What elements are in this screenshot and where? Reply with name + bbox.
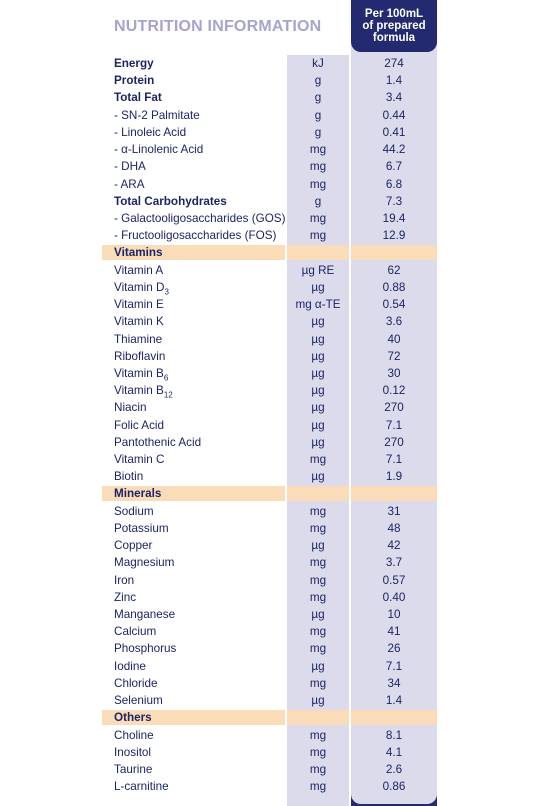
nutrient-unit: mg xyxy=(309,728,327,742)
nutrient-name xyxy=(114,503,154,520)
nutrient-name-text: Iron xyxy=(114,573,135,587)
table-row xyxy=(0,72,540,89)
nutrient-unit: µg xyxy=(311,384,325,398)
table-row xyxy=(0,503,540,520)
nutrient-name xyxy=(114,124,186,141)
nutrient-value: 7.3 xyxy=(385,194,403,208)
nutrient-name-text: - Linoleic Acid xyxy=(114,125,187,139)
table-row xyxy=(0,520,540,537)
section-divider xyxy=(349,486,351,501)
table-row xyxy=(0,554,540,571)
nutrient-unit: mg xyxy=(309,143,327,157)
nutrient-name-text: Total Carbohydrates xyxy=(114,194,227,208)
nutrient-unit: µg xyxy=(311,418,325,432)
table-row xyxy=(0,158,540,175)
table-row xyxy=(0,606,540,623)
nutrient-value: 44.2 xyxy=(382,143,406,157)
nutrient-value: 26 xyxy=(387,642,401,656)
nutrient-unit: mg xyxy=(309,160,327,174)
nutrient-unit: mg xyxy=(309,229,327,243)
table-row xyxy=(0,176,540,193)
nutrient-unit: g xyxy=(314,194,322,208)
nutrient-name-text: - SN-2 Palmitate xyxy=(114,108,200,122)
nutrient-value: 0.40 xyxy=(382,590,406,604)
nutrient-name xyxy=(114,210,285,227)
nutrient-name xyxy=(114,227,276,244)
nutrient-value: 2.6 xyxy=(385,762,403,776)
nutrient-name-text: Niacin xyxy=(114,401,147,415)
nutrient-name-text: Vitamin K xyxy=(114,315,164,329)
nutrient-unit: g xyxy=(314,74,322,88)
table-row xyxy=(0,210,540,227)
nutrition-table xyxy=(0,55,540,795)
nutrient-value: 0.88 xyxy=(382,280,406,294)
nutrient-name-text: Thiamine xyxy=(114,332,163,346)
table-row xyxy=(0,193,540,210)
nutrient-name xyxy=(114,399,146,416)
nutrient-name xyxy=(114,623,156,640)
nutrient-value: 62 xyxy=(387,263,401,277)
nutrient-subscript: 6 xyxy=(163,373,169,383)
nutrient-subscript: 12 xyxy=(163,390,173,400)
nutrient-name xyxy=(114,537,152,554)
nutrient-value: 3.4 xyxy=(385,91,403,105)
table-row xyxy=(0,382,540,399)
nutrient-value: 40 xyxy=(387,332,401,346)
nutrient-unit: mg xyxy=(309,676,327,690)
nutrient-value: 34 xyxy=(387,676,401,690)
nutrient-unit: µg xyxy=(311,280,325,294)
nutrient-unit: g xyxy=(314,91,322,105)
nutrient-value: 42 xyxy=(387,539,401,553)
nutrient-name xyxy=(114,572,134,589)
table-row xyxy=(0,468,540,485)
section-divider xyxy=(349,710,351,725)
nutrient-unit: µg xyxy=(311,659,325,673)
nutrient-name-text: - ARA xyxy=(114,177,145,191)
table-row xyxy=(0,658,540,675)
nutrient-name-text: Magnesium xyxy=(114,556,175,570)
nutrient-value: 274 xyxy=(384,57,404,70)
table-row xyxy=(0,727,540,744)
nutrient-unit: mg xyxy=(309,745,327,759)
table-row xyxy=(0,399,540,416)
nutrient-name-text: Manganese xyxy=(114,608,176,621)
nutrient-name xyxy=(114,675,158,692)
nutrient-unit: µg xyxy=(311,470,325,484)
nutrient-unit: g xyxy=(314,125,322,139)
nutrient-unit: mg xyxy=(309,504,327,518)
table-row xyxy=(0,692,540,709)
nutrient-subscript: 3 xyxy=(164,287,169,297)
nutrient-value: 8.1 xyxy=(385,728,403,742)
nutrient-value: 270 xyxy=(384,401,404,415)
nutrient-name xyxy=(114,296,164,313)
nutrient-name xyxy=(114,176,145,193)
section-divider xyxy=(285,245,287,260)
nutrient-name xyxy=(114,434,201,451)
nutrient-name xyxy=(114,348,165,365)
nutrient-unit: µg xyxy=(311,694,325,708)
nutrient-unit: µg xyxy=(311,366,325,380)
nutrient-name-text: Selenium xyxy=(114,694,163,708)
column-header-line-2: of prepared xyxy=(362,20,426,32)
nutrient-value: 19.4 xyxy=(382,211,406,225)
nutrient-name xyxy=(114,451,164,468)
nutrient-name xyxy=(114,778,169,795)
table-row xyxy=(0,365,540,382)
nutrient-name xyxy=(114,417,164,434)
section-header xyxy=(0,709,540,726)
nutrient-unit: µg xyxy=(311,435,325,449)
nutrient-name-text: Vitamin B xyxy=(114,366,164,380)
table-row xyxy=(0,89,540,106)
column-header-line-1: Per 100mL xyxy=(364,8,424,20)
section-title: Minerals xyxy=(114,487,162,501)
nutrient-name xyxy=(114,640,176,657)
section-band xyxy=(102,710,437,725)
nutrient-value: 7.1 xyxy=(385,659,403,673)
nutrient-unit: mg xyxy=(309,453,327,467)
nutrient-name xyxy=(114,193,227,210)
nutrient-name-text: Vitamin A xyxy=(114,263,164,277)
column-header xyxy=(351,0,437,52)
nutrient-name xyxy=(114,468,143,485)
nutrient-unit: µg RE xyxy=(301,263,335,277)
nutrient-unit: mg xyxy=(309,573,327,587)
nutrient-value: 10 xyxy=(387,608,401,621)
nutrient-name xyxy=(114,744,151,761)
nutrient-name-text: Chloride xyxy=(114,676,158,690)
nutrient-unit: mg xyxy=(309,762,327,776)
table-row xyxy=(0,537,540,554)
nutrient-name-text: Calcium xyxy=(114,625,157,639)
nutrient-unit: mg xyxy=(309,521,327,535)
nutrient-unit: µg xyxy=(311,349,325,363)
nutrient-name-text: Biotin xyxy=(114,470,144,484)
nutrient-name-text: Inositol xyxy=(114,745,152,759)
table-row xyxy=(0,262,540,279)
nutrient-value: 6.8 xyxy=(385,177,403,191)
table-row xyxy=(0,331,540,348)
nutrient-name-text: Vitamin E xyxy=(114,298,164,312)
nutrient-name xyxy=(114,72,154,89)
nutrient-value: 1.4 xyxy=(385,74,403,88)
nutrient-value: 0.12 xyxy=(382,384,406,398)
nutrient-unit: kJ xyxy=(312,57,324,70)
nutrient-value: 6.7 xyxy=(385,160,403,174)
section-divider xyxy=(349,245,351,260)
nutrient-value: 3.6 xyxy=(385,315,403,329)
nutrient-name xyxy=(114,107,200,124)
table-row xyxy=(0,124,540,141)
nutrient-name-text: - α-Linolenic Acid xyxy=(114,143,204,157)
table-row xyxy=(0,141,540,158)
table-row xyxy=(0,640,540,657)
section-header xyxy=(0,485,540,502)
table-row xyxy=(0,623,540,640)
nutrient-name xyxy=(114,141,203,158)
nutrient-value: 72 xyxy=(387,349,401,363)
nutrient-unit: mg α-TE xyxy=(295,298,341,312)
nutrient-name xyxy=(114,158,146,175)
nutrient-value: 0.54 xyxy=(382,298,406,312)
nutrient-value: 0.86 xyxy=(382,780,406,794)
nutrient-name xyxy=(114,55,154,72)
table-row xyxy=(0,675,540,692)
nutrient-name-text: - Fructooligosaccharides (FOS) xyxy=(114,229,277,243)
nutrient-unit: mg xyxy=(309,625,327,639)
nutrient-value: 270 xyxy=(384,435,404,449)
nutrient-name-text: Choline xyxy=(114,728,154,742)
table-row xyxy=(0,227,540,244)
nutrient-unit: mg xyxy=(309,211,327,225)
nutrient-unit: µg xyxy=(311,608,325,621)
section-title: Others xyxy=(114,711,152,725)
nutrient-value: 0.57 xyxy=(382,573,406,587)
nutrient-name-text: Zinc xyxy=(114,590,137,604)
section-divider xyxy=(285,710,287,725)
nutrient-value: 1.4 xyxy=(385,694,403,708)
nutrient-name-text: Vitamin C xyxy=(114,453,165,467)
nutrient-value: 30 xyxy=(387,366,401,380)
nutrient-name-text: Vitamin D xyxy=(114,280,165,294)
table-row xyxy=(0,589,540,606)
nutrient-name-text: Riboflavin xyxy=(114,349,166,363)
nutrient-name-text: Sodium xyxy=(114,504,154,518)
nutrient-name-text: - DHA xyxy=(114,160,146,174)
table-row xyxy=(0,417,540,434)
nutrient-value: 0.44 xyxy=(382,108,406,122)
nutrient-name-text: Iodine xyxy=(114,659,146,673)
nutrient-name-text: Phosphorus xyxy=(114,642,177,656)
nutrient-unit: mg xyxy=(309,780,327,794)
nutrient-unit: µg xyxy=(311,315,325,329)
nutrient-unit: µg xyxy=(311,401,325,415)
nutrient-name-text: - Galactooligosaccharides (GOS) xyxy=(114,211,286,225)
nutrient-value: 4.1 xyxy=(385,745,403,759)
nutrient-value: 31 xyxy=(387,504,401,518)
nutrient-name-text: Protein xyxy=(114,74,155,88)
section-divider xyxy=(285,486,287,501)
nutrient-name xyxy=(114,658,146,675)
nutrient-value: 1.9 xyxy=(385,470,403,484)
nutrient-value: 7.1 xyxy=(385,418,403,432)
nutrient-name xyxy=(114,589,136,606)
table-row xyxy=(0,761,540,778)
nutrient-name xyxy=(114,520,169,537)
table-row xyxy=(0,434,540,451)
nutrient-name xyxy=(114,761,152,778)
nutrient-name xyxy=(114,692,163,709)
nutrient-unit: mg xyxy=(309,590,327,604)
nutrient-name-text: Pantothenic Acid xyxy=(114,435,202,449)
nutrient-unit: µg xyxy=(311,332,325,346)
table-row xyxy=(0,107,540,124)
nutrient-unit: mg xyxy=(309,642,327,656)
nutrient-value: 12.9 xyxy=(382,229,406,243)
table-row xyxy=(0,55,540,72)
table-row xyxy=(0,778,540,795)
nutrient-name xyxy=(114,727,154,744)
nutrient-name xyxy=(114,262,163,279)
nutrient-value: 3.7 xyxy=(385,556,403,570)
nutrient-unit: mg xyxy=(309,556,327,570)
page-title: NUTRITION INFORMATION xyxy=(114,18,322,35)
table-row xyxy=(0,572,540,589)
nutrient-name-text: Vitamin B xyxy=(114,384,164,398)
column-header-line-3: formula xyxy=(372,32,416,44)
table-row xyxy=(0,451,540,468)
table-row xyxy=(0,348,540,365)
table-row xyxy=(0,279,540,296)
nutrient-name-text: Taurine xyxy=(114,762,153,776)
nutrient-unit: g xyxy=(314,108,322,122)
nutrient-unit: µg xyxy=(311,539,325,553)
section-header xyxy=(0,244,540,261)
nutrient-value: 48 xyxy=(387,521,401,535)
table-row xyxy=(0,744,540,761)
nutrient-name-text: Total Fat xyxy=(114,91,162,105)
nutrient-unit: mg xyxy=(309,177,327,191)
nutrient-name xyxy=(114,331,162,348)
nutrient-name-text: Potassium xyxy=(114,521,169,535)
table-row xyxy=(0,296,540,313)
nutrient-name-text: Copper xyxy=(114,539,153,553)
section-title: Vitamins xyxy=(114,246,163,260)
nutrient-name-text: L-carnitine xyxy=(114,780,169,794)
nutrient-name xyxy=(114,89,162,106)
nutrient-name xyxy=(114,554,174,571)
nutrient-value: 7.1 xyxy=(385,453,403,467)
nutrient-value: 0.41 xyxy=(382,125,406,139)
nutrient-name xyxy=(114,313,164,330)
table-row xyxy=(0,313,540,330)
nutrient-name-text: Folic Acid xyxy=(114,418,165,432)
nutrient-name-text: Energy xyxy=(114,57,154,70)
nutrient-name xyxy=(114,606,175,623)
nutrient-value: 41 xyxy=(387,625,401,639)
